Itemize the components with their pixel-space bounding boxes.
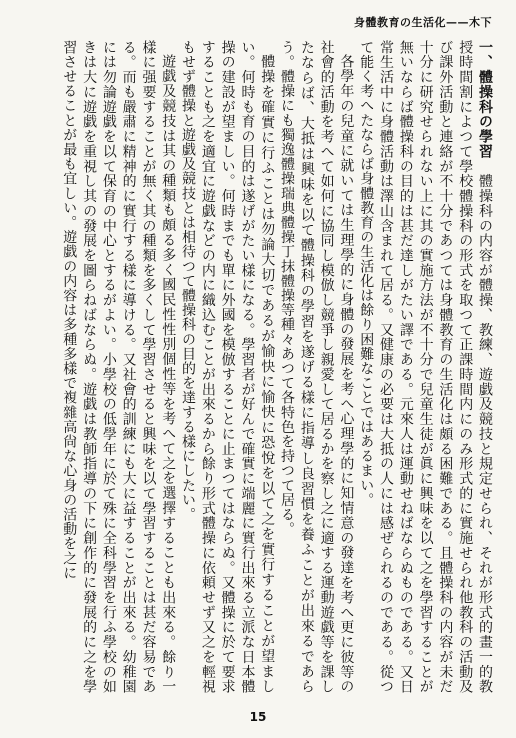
- vertical-body-text: [22, 40, 494, 694]
- paragraph-1-text: 體操科の内容が體操、教練、遊戯及競技と規定せられ、それが形式的畫一的教授時間割によつて學校體操科の形式を取つて正課時間内にのみ形式的に實施せられ他教科の活動及び課外活動と連絡が不十分であつては身體教育の生活化は頗る困難である。且體操科の内容が未だ十分に研究せられない上に其の實施方法が不十分で兒童生徒が眞に興味を以て之を學習することが無いならば體操科の目的は甚だ達しがたい譯である。元來人は運動せねばならぬものである。又日常生活中に身體活動は澤山含まれて居る。又健康の必要は大抵の人には感ぜられるのである。從つて能く考へたならば身體教育の生活化は餘り困難なことではあるまい。: [358, 40, 493, 694]
- paragraph-4: 遊戯及競技は其の種類も頗る多く國民性性別個性等を考へて之を選擇することも出來る。餘り一樣に强要することが無く其の種類を多くして學習させると興味を以て學習することは甚だ容易である。而も嚴肅に精神的に實行する樣に導ける。又社會的訓練にも大に益することが出來る。幼稚園には勿論遊戯を以て保育の中心とするがよい。小學校の低學年に於て殊に全科學習を行ふ學校の如きは大に遊戯を重視し其の發展を圖らねばならぬ。遊戯は教師指導の下に創作的に發展的に之を學習させることが最も宜しい。遊戯の内容は多種多樣で複雜高尙な心身の活動を之に: [61, 40, 177, 694]
- paragraph-2: 各學年の兒童に就いては生理學的に身體の發展を考へ心理學的に知情意の發達を考へ更に彼等の社會的活動を考へて如何に協同し模倣し競爭し親愛して居るかを察し之に適する運動遊戯等を課したならば、大抵は興味を以て體操科の學習を遂げる樣に指導し良習慣を養ふことが出來るであらう。體操にも獨逸體操瑞典體操丁抹體操等種々あつて各特色を持つて居る。: [279, 40, 355, 694]
- paragraph-3: 體操を確實に行ふことは勿論大切であるが愉快に愉快に恐悅を以て之を實行することが望ましい。何時も育の目的は遂げがたい樣になる。學習者が好んで確實に端麗に實行出來る立派な日本體操の建設が望ましい。何時までも單に外國を模倣することに止まつてはならぬ。又體操に於て要求することも之を適宜に遊戯などの内に織込むことが出來るから餘り形式體操に依頼せず又之を輕視もせず體操と遊戯及競技とは相待つて體操科の目的を達する樣にしたい。: [180, 40, 276, 694]
- running-header: [354, 14, 492, 30]
- page-number: 15: [249, 710, 267, 724]
- running-header-text: 身體教育の生活化——木下: [354, 16, 492, 29]
- section-heading: 一、體操科の學習: [477, 40, 493, 159]
- paragraph-1: [355, 40, 494, 694]
